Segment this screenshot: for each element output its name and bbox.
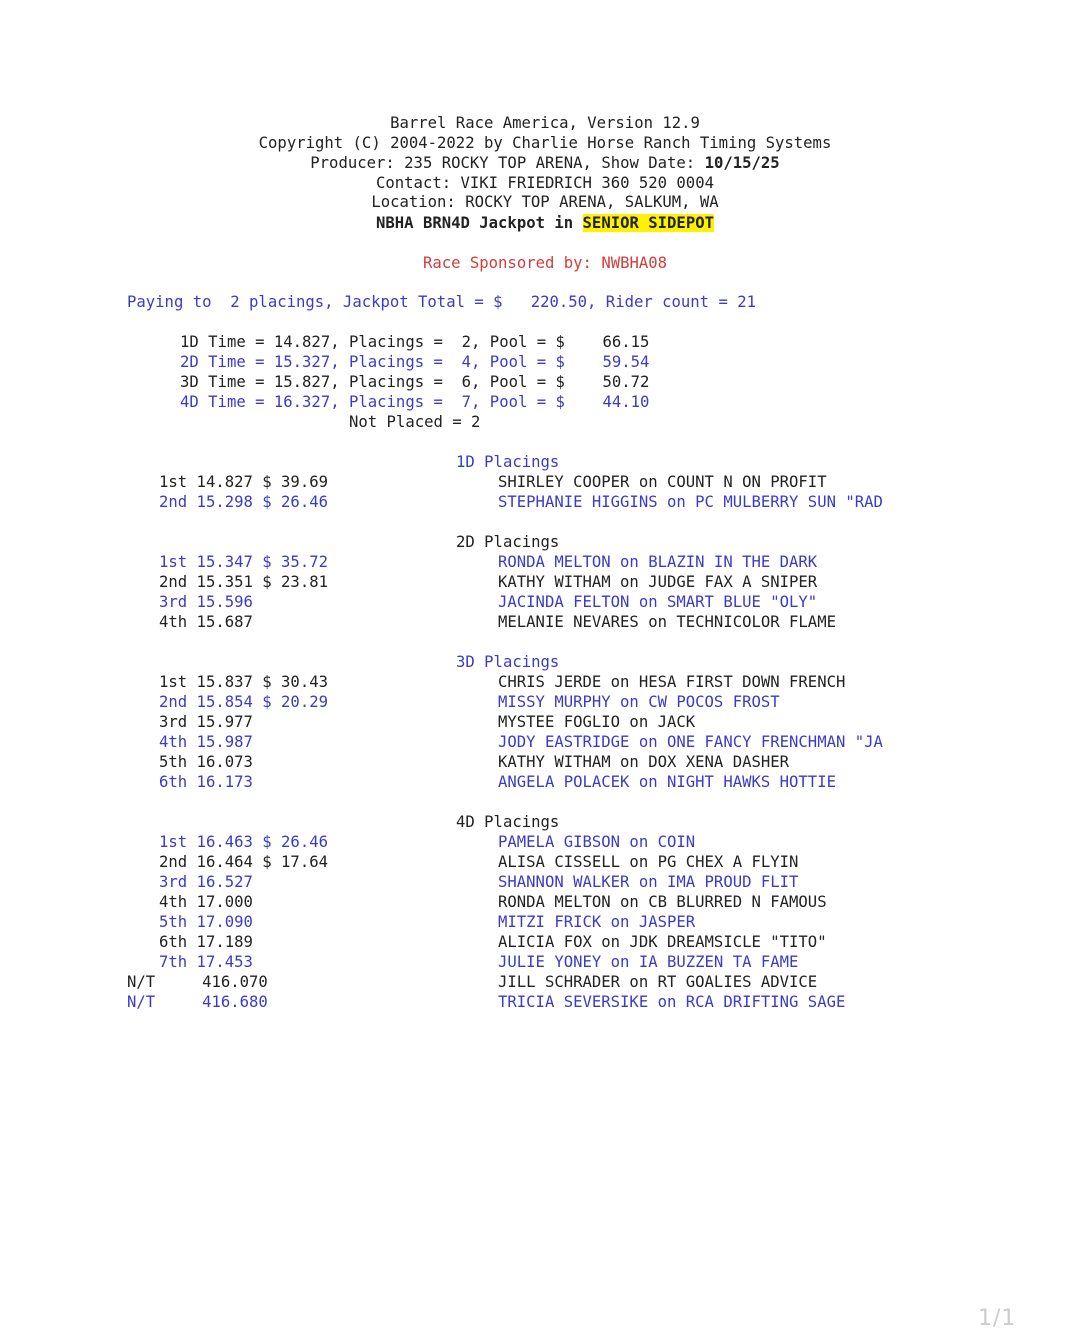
placing-rider: KATHY WITHAM on JUDGE FAX A SNIPER — [498, 573, 818, 591]
race-sponsor: Race Sponsored by: NWBHA08 — [422, 254, 668, 272]
placing-result: 2nd 15.351 $ 23.81 — [159, 573, 328, 591]
placing-rider: JILL SCHRADER on RT GOALIES ADVICE — [498, 973, 818, 991]
placing-rider: PAMELA GIBSON on COIN — [498, 833, 696, 851]
section-title: 3D Placings — [456, 653, 560, 671]
header-contact: Contact: VIKI FRIEDRICH 360 520 0004 — [376, 174, 714, 192]
placing-result: 5th 16.073 — [159, 753, 253, 771]
division-row: 3D Time = 15.827, Placings = 6, Pool = $ 50.72 — [180, 373, 650, 391]
placing-result: 2nd 15.854 $ 20.29 — [159, 693, 328, 711]
placing-result: 3rd 15.977 — [159, 713, 253, 731]
placing-result: N/T 416.070 — [127, 973, 268, 991]
placing-rider: ALICIA FOX on JDK DREAMSICLE "TITO" — [498, 933, 827, 951]
show-date: 10/15/25 — [704, 154, 780, 172]
placing-rider: ALISA CISSELL on PG CHEX A FLYIN — [498, 853, 799, 871]
placing-rider: ANGELA POLACEK on NIGHT HAWKS HOTTIE — [498, 773, 836, 791]
section-title: 2D Placings — [456, 533, 560, 551]
placing-rider: SHIRLEY COOPER on COUNT N ON PROFIT — [498, 473, 827, 491]
placing-rider: MELANIE NEVARES on TECHNICOLOR FLAME — [498, 613, 836, 631]
section-title: 1D Placings — [456, 453, 560, 471]
placing-result: 4th 17.000 — [159, 893, 253, 911]
placing-rider: MYSTEE FOGLIO on JACK — [498, 713, 696, 731]
division-row: 1D Time = 14.827, Placings = 2, Pool = $ 66.15 — [180, 333, 650, 351]
placing-rider: JACINDA FELTON on SMART BLUE "OLY" — [498, 593, 818, 611]
placing-result: 7th 17.453 — [159, 953, 253, 971]
placing-rider: JODY EASTRIDGE on ONE FANCY FRENCHMAN "JA — [498, 733, 883, 751]
division-row: 4D Time = 16.327, Placings = 7, Pool = $ 44.10 — [180, 393, 650, 411]
placing-result: 6th 17.189 — [159, 933, 253, 951]
placing-rider: CHRIS JERDE on HESA FIRST DOWN FRENCH — [498, 673, 846, 691]
placing-result: 1st 14.827 $ 39.69 — [159, 473, 328, 491]
section-title: 4D Placings — [456, 813, 560, 831]
placing-result: 1st 16.463 $ 26.46 — [159, 833, 328, 851]
placing-result: 4th 15.987 — [159, 733, 253, 751]
placing-result: 2nd 16.464 $ 17.64 — [159, 853, 328, 871]
not-placed: Not Placed = 2 — [349, 413, 481, 431]
placing-rider: SHANNON WALKER on IMA PROUD FLIT — [498, 873, 799, 891]
placing-result: 1st 15.837 $ 30.43 — [159, 673, 328, 691]
event-label: NBHA BRN4D Jackpot in — [376, 214, 583, 232]
placing-rider: KATHY WITHAM on DOX XENA DASHER — [498, 753, 790, 771]
placing-rider: RONDA MELTON on BLAZIN IN THE DARK — [498, 553, 818, 571]
producer-label: Producer: 235 ROCKY TOP ARENA, Show Date: — [310, 154, 705, 172]
placing-rider: STEPHANIE HIGGINS on PC MULBERRY SUN "RAD — [498, 493, 883, 511]
placing-rider: TRICIA SEVERSIKE on RCA DRIFTING SAGE — [498, 993, 846, 1011]
placing-result: 4th 15.687 — [159, 613, 253, 631]
event-highlight: SENIOR SIDEPOT — [582, 214, 714, 232]
header-location: Location: ROCKY TOP ARENA, SALKUM, WA — [371, 193, 719, 211]
header-producer — [0, 153, 1080, 173]
page-indicator: 1/1 — [978, 1306, 1017, 1331]
placing-rider: RONDA MELTON on CB BLURRED N FAMOUS — [498, 893, 827, 911]
placing-result: 3rd 15.596 — [159, 593, 253, 611]
header-copyright: Copyright (C) 2004-2022 by Charlie Horse Ranch Timing Systems — [258, 134, 832, 152]
placing-result: 6th 16.173 — [159, 773, 253, 791]
placing-result: 2nd 15.298 $ 26.46 — [159, 493, 328, 511]
placing-rider: JULIE YONEY on IA BUZZEN TA FAME — [498, 953, 799, 971]
placing-result: N/T 416.680 — [127, 993, 268, 1011]
header-title: Barrel Race America, Version 12.9 — [390, 114, 700, 132]
placing-result: 1st 15.347 $ 35.72 — [159, 553, 328, 571]
placing-rider: MISSY MURPHY on CW POCOS FROST — [498, 693, 780, 711]
placing-result: 5th 17.090 — [159, 913, 253, 931]
placing-result: 3rd 16.527 — [159, 873, 253, 891]
header-event — [0, 213, 1080, 233]
division-row: 2D Time = 15.327, Placings = 4, Pool = $ 59.54 — [180, 353, 650, 371]
paying-summary: Paying to 2 placings, Jackpot Total = $ 220.50, Rider count = 21 — [127, 293, 757, 311]
placing-rider: MITZI FRICK on JASPER — [498, 913, 696, 931]
